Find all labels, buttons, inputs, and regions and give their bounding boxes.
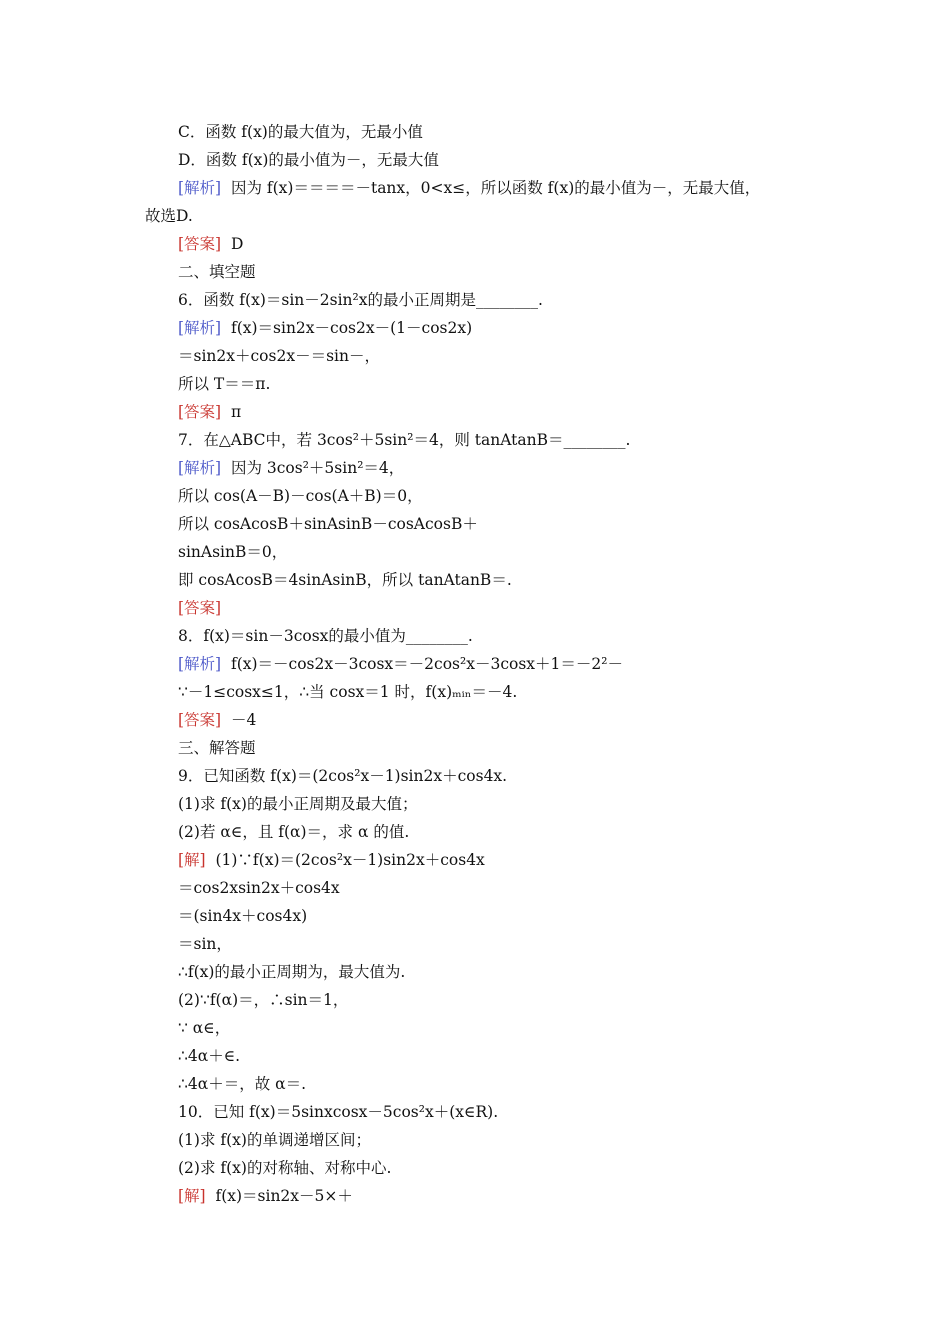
line-text: 即 cosAcosB＝4sinAsinB，所以 tanAtanB＝. — [178, 571, 512, 589]
line-text: (1)∵f(x)＝(2cos²x－1)sin2x＋cos4x — [205, 851, 485, 869]
line-text: sinAsinB＝0， — [178, 543, 288, 561]
analysis-tag: [解析] — [178, 319, 222, 337]
text-line — [178, 1046, 240, 1066]
text-line — [178, 346, 380, 366]
solution-tag: [解] — [178, 851, 206, 869]
line-text: ＝sin， — [178, 935, 232, 953]
question-line — [178, 1102, 498, 1122]
line-text: 6．函数 f(x)＝sin－2sin²x的最小正周期是________. — [178, 291, 543, 309]
text-line — [178, 878, 340, 898]
line-text: 二、填空题 — [178, 263, 256, 281]
text-line — [178, 794, 417, 814]
line-text: 7．在△ABC中，若 3cos²＋5sin²＝4，则 tanAtanB＝________. — [178, 431, 631, 449]
text-line — [178, 122, 423, 142]
question-line — [178, 430, 630, 450]
line-text: ∴f(x)的最小正周期为，最大值为. — [178, 963, 406, 981]
text-line — [178, 710, 256, 730]
text-line — [178, 962, 405, 982]
line-text: ＝(sin4x＋cos4x) — [178, 907, 308, 925]
analysis-tag: [解析] — [178, 459, 222, 477]
text-line — [178, 1074, 306, 1094]
line-text: 所以 cosAcosB＋sinAsinB－cosAcosB＋ — [178, 515, 478, 533]
text-line — [178, 1130, 371, 1150]
line-text: (2)求 f(x)的对称轴、对称中心. — [178, 1159, 392, 1177]
answer-tag: [答案] — [178, 235, 222, 253]
text-line — [178, 822, 409, 842]
line-text: 10．已知 f(x)＝5sinxcosx－5cos²x＋(x∈R). — [178, 1103, 499, 1121]
text-line — [178, 374, 270, 394]
line-text: ∵ α∈， — [178, 1019, 231, 1037]
line-text: f(x)＝－cos2x－3cosx＝－2cos²x－3cosx＋1＝－2²－ — [221, 655, 623, 673]
line-text: ＝cos2xsin2x＋cos4x — [178, 879, 340, 897]
analysis-tag: [解析] — [178, 655, 222, 673]
answer-tag: [答案] — [178, 599, 222, 617]
line-text: －4 — [221, 711, 257, 729]
answer-tag: [答案] — [178, 403, 222, 421]
text-line — [178, 234, 243, 254]
line-text: D．函数 f(x)的最小值为－，无最大值 — [178, 151, 439, 169]
text-line — [178, 318, 472, 338]
line-text: (2)若 α∈，且 f(α)＝，求 α 的值. — [178, 823, 410, 841]
text-line — [178, 1018, 230, 1038]
line-text: ＝sin2x＋cos2x－＝sin－， — [178, 347, 380, 365]
line-text: D — [221, 235, 244, 253]
line-text: (1)求 f(x)的最小正周期及最大值； — [178, 795, 418, 813]
line-text: ∵－1≤cosx≤1，∴当 cosx＝1 时，f(x)ₘᵢₙ＝－4. — [178, 683, 518, 701]
line-text: ∴4α＋＝，故 α＝. — [178, 1075, 307, 1093]
section-heading — [178, 738, 256, 758]
question-line — [178, 290, 543, 310]
text-line — [178, 906, 307, 926]
line-text: 8．f(x)＝sin－3cosx的最小值为________. — [178, 627, 473, 645]
line-text: 所以 cos(A－B)－cos(A＋B)＝0， — [178, 487, 423, 505]
text-line — [178, 542, 287, 562]
text-line — [178, 1158, 391, 1178]
line-text: ∴4α＋∈. — [178, 1047, 241, 1065]
question-line — [178, 626, 473, 646]
text-line — [178, 1186, 353, 1206]
answer-tag: [答案] — [178, 711, 222, 729]
line-text: 故选D. — [145, 207, 193, 225]
text-line — [178, 598, 221, 618]
text-line — [178, 458, 404, 478]
text-line — [178, 178, 760, 198]
line-text: π — [221, 403, 242, 421]
line-text: 9．已知函数 f(x)＝(2cos²x－1)sin2x＋cos4x. — [178, 767, 508, 785]
solution-tag: [解] — [178, 1187, 206, 1205]
text-line — [178, 850, 485, 870]
text-line — [178, 514, 478, 534]
text-line — [178, 486, 423, 506]
line-text: f(x)＝sin2x－5×＋ — [205, 1187, 353, 1205]
question-line — [178, 766, 507, 786]
text-line — [178, 682, 517, 702]
line-text: 三、解答题 — [178, 739, 256, 757]
line-text: (1)求 f(x)的单调递增区间； — [178, 1131, 371, 1149]
line-text: f(x)＝sin2x－cos2x－(1－cos2x) — [221, 319, 473, 337]
text-line — [178, 990, 348, 1010]
text-line — [178, 402, 241, 422]
text-line — [178, 654, 623, 674]
section-heading — [178, 262, 256, 282]
text-line — [145, 206, 193, 226]
line-text: 因为 f(x)＝＝＝＝－tanx，0<x≤，所以函数 f(x)的最小值为－，无最大值， — [221, 179, 761, 197]
text-line — [178, 570, 512, 590]
analysis-tag: [解析] — [178, 179, 222, 197]
text-line — [178, 934, 232, 954]
line-text: (2)∵f(α)＝，∴sin＝1， — [178, 991, 349, 1009]
line-text: C．函数 f(x)的最大值为，无最小值 — [178, 123, 423, 141]
text-line — [178, 150, 439, 170]
line-text: 因为 3cos²＋5sin²＝4， — [221, 459, 405, 477]
line-text: 所以 T＝＝π. — [178, 375, 271, 393]
